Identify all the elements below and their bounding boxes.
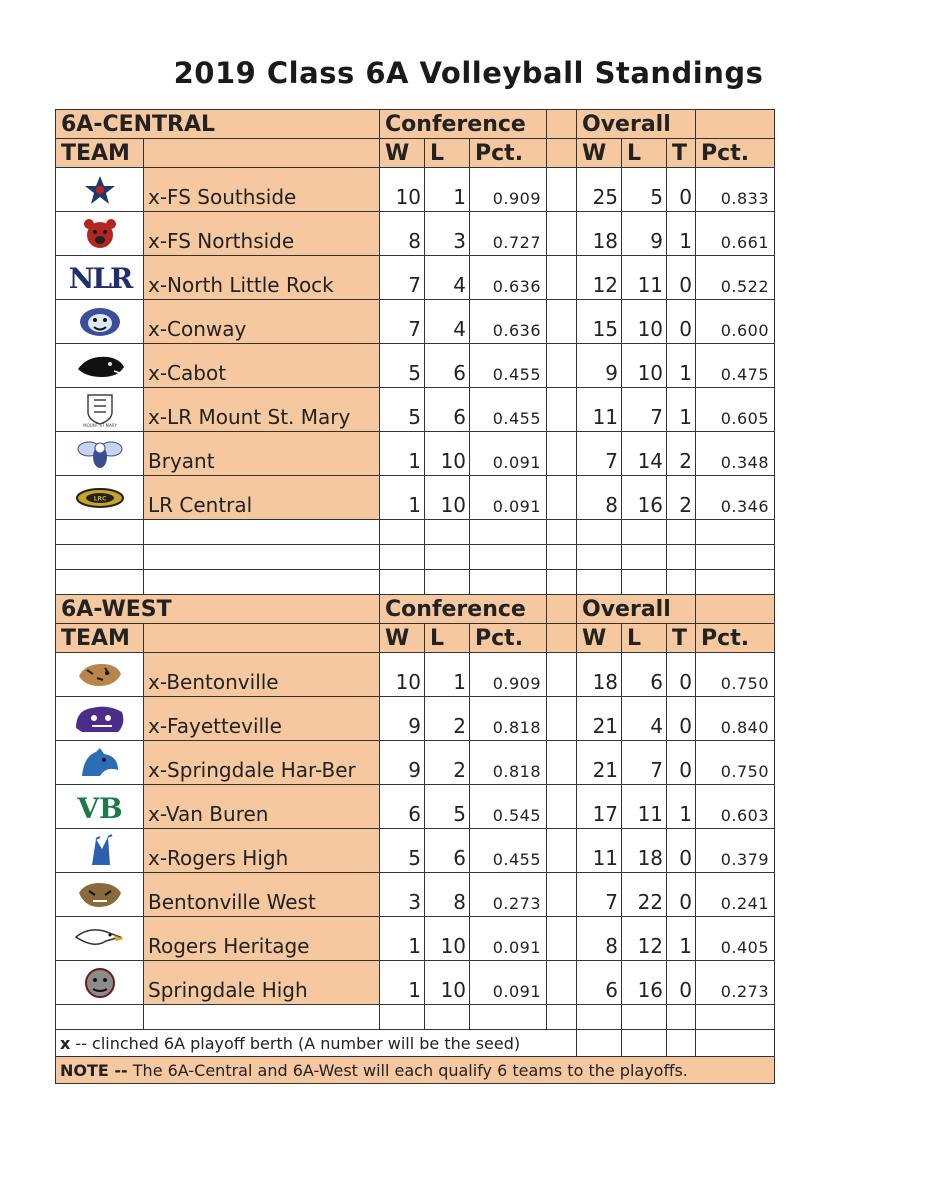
conf-losses: 10: [425, 476, 470, 520]
overall-ties: 2: [667, 476, 696, 520]
eagle-icon: [56, 917, 144, 961]
overall-l-header: L: [622, 139, 667, 168]
conf-wins: 8: [380, 212, 425, 256]
overall-ties: 0: [667, 653, 696, 697]
overall-wins: 25: [577, 168, 622, 212]
conf-wins: 1: [380, 917, 425, 961]
empty-cell: [622, 1030, 667, 1057]
oval-logo-icon: [56, 476, 144, 520]
team-name: x-Springdale Har-Ber: [144, 741, 380, 785]
conf-pct: 0.636: [470, 256, 547, 300]
conf-w-header: W: [380, 139, 425, 168]
overall-ties: 1: [667, 212, 696, 256]
empty-cell: [577, 1005, 622, 1030]
conf-pct: 0.545: [470, 785, 547, 829]
conference-header: Conference: [380, 110, 547, 139]
overall-pct: 0.605: [696, 388, 775, 432]
team-name: x-North Little Rock: [144, 256, 380, 300]
team-name: Rogers Heritage: [144, 917, 380, 961]
overall-losses: 22: [622, 873, 667, 917]
overall-ties: 0: [667, 741, 696, 785]
team-name: Bryant: [144, 432, 380, 476]
conf-losses: 10: [425, 917, 470, 961]
spacer-cell: [547, 168, 577, 212]
empty-cell: [56, 1005, 144, 1030]
overall-losses: 16: [622, 476, 667, 520]
team-header: TEAM: [56, 624, 144, 653]
overall-header: Overall: [577, 595, 696, 624]
clinched-legend: [56, 1030, 577, 1057]
empty-cell: [696, 1005, 775, 1030]
overall-ties: 0: [667, 697, 696, 741]
clinched-text: -- clinched 6A playoff berth (A number will be the seed): [70, 1033, 521, 1053]
conf-w-header: W: [380, 624, 425, 653]
overall-wins: 9: [577, 344, 622, 388]
conf-pct-header: Pct.: [470, 624, 547, 653]
conf-losses: 1: [425, 168, 470, 212]
overall-ties: 2: [667, 432, 696, 476]
team-name: x-Cabot: [144, 344, 380, 388]
empty-cell: [470, 1005, 547, 1030]
overall-losses: 11: [622, 785, 667, 829]
conf-pct: 0.091: [470, 961, 547, 1005]
overall-wins: 21: [577, 697, 622, 741]
conf-losses: 6: [425, 388, 470, 432]
conf-wins: 9: [380, 697, 425, 741]
empty-cell: [425, 570, 470, 595]
overall-losses: 4: [622, 697, 667, 741]
empty-cell: [470, 520, 547, 545]
conf-wins: 5: [380, 388, 425, 432]
conf-losses: 1: [425, 653, 470, 697]
overall-ties: 1: [667, 388, 696, 432]
overall-ties: 0: [667, 168, 696, 212]
conf-pct: 0.273: [470, 873, 547, 917]
empty-cell: [144, 520, 380, 545]
conf-wins: 10: [380, 653, 425, 697]
team-row: [56, 476, 775, 520]
team-row: [56, 785, 775, 829]
empty-cell: [144, 1005, 380, 1030]
overall-losses: 7: [622, 741, 667, 785]
empty-cell: [667, 1005, 696, 1030]
team-row: [56, 300, 775, 344]
team-name: Springdale High: [144, 961, 380, 1005]
overall-l-header: L: [622, 624, 667, 653]
team-name: x-FS Southside: [144, 168, 380, 212]
overall-losses: 7: [622, 388, 667, 432]
playoff-note: [56, 1057, 775, 1084]
team-row: [56, 829, 775, 873]
empty-cell: [696, 1030, 775, 1057]
overall-losses: 10: [622, 344, 667, 388]
overall-pct-header: Pct.: [696, 624, 775, 653]
overall-losses: 14: [622, 432, 667, 476]
overall-wins: 17: [577, 785, 622, 829]
team-row: [56, 873, 775, 917]
conf-pct: 0.636: [470, 300, 547, 344]
team-row: [56, 917, 775, 961]
empty-cell: [622, 545, 667, 570]
spacer-cell: [547, 917, 577, 961]
conf-wins: 5: [380, 829, 425, 873]
standings-body: [56, 110, 775, 1084]
spacer-cell: [547, 829, 577, 873]
overall-pct: 0.405: [696, 917, 775, 961]
empty-cell: [577, 1030, 622, 1057]
star-mascot-icon: [56, 168, 144, 212]
empty-cell: [425, 520, 470, 545]
empty-cell: [425, 1005, 470, 1030]
empty-row: [56, 545, 775, 570]
header-blank: [696, 595, 775, 624]
overall-wins: 6: [577, 961, 622, 1005]
spacer-cell: [547, 139, 577, 168]
overall-pct: 0.840: [696, 697, 775, 741]
overall-pct: 0.750: [696, 741, 775, 785]
overall-pct: 0.241: [696, 873, 775, 917]
overall-losses: 16: [622, 961, 667, 1005]
team-name: LR Central: [144, 476, 380, 520]
empty-cell: [380, 520, 425, 545]
mountie-icon: [56, 829, 144, 873]
overall-pct: 0.475: [696, 344, 775, 388]
spacer-cell: [547, 873, 577, 917]
team-name: x-Conway: [144, 300, 380, 344]
overall-ties: 0: [667, 256, 696, 300]
spacer-cell: [547, 697, 577, 741]
overall-pct: 0.661: [696, 212, 775, 256]
empty-cell: [144, 545, 380, 570]
overall-pct: 0.603: [696, 785, 775, 829]
team-row: [56, 741, 775, 785]
team-name: x-LR Mount St. Mary: [144, 388, 380, 432]
conf-losses: 10: [425, 961, 470, 1005]
division-header-row: [56, 595, 775, 624]
conf-pct: 0.727: [470, 212, 547, 256]
spacer-cell: [547, 110, 577, 139]
panther-icon: [56, 344, 144, 388]
division-header-row: [56, 110, 775, 139]
overall-wins: 21: [577, 741, 622, 785]
overall-wins: 7: [577, 873, 622, 917]
overall-wins: 18: [577, 212, 622, 256]
spacer-cell: [547, 300, 577, 344]
team-name: x-Van Buren: [144, 785, 380, 829]
overall-w-header: W: [577, 139, 622, 168]
overall-ties: 1: [667, 917, 696, 961]
header-blank: [696, 110, 775, 139]
spacer-cell: [547, 344, 577, 388]
overall-t-header: T: [667, 139, 696, 168]
empty-cell: [470, 545, 547, 570]
overall-losses: 5: [622, 168, 667, 212]
overall-losses: 6: [622, 653, 667, 697]
conf-losses: 3: [425, 212, 470, 256]
empty-cell: [547, 520, 577, 545]
conf-pct: 0.455: [470, 388, 547, 432]
bulldog-icon: [56, 697, 144, 741]
spacer-cell: [547, 388, 577, 432]
team-name: Bentonville West: [144, 873, 380, 917]
page-title: 2019 Class 6A Volleyball Standings: [173, 56, 764, 90]
team-row: [56, 961, 775, 1005]
team-row: [56, 697, 775, 741]
overall-wins: 11: [577, 829, 622, 873]
overall-wins: 11: [577, 388, 622, 432]
note-key: NOTE --: [60, 1060, 128, 1080]
overall-losses: 18: [622, 829, 667, 873]
legend-row: [56, 1030, 775, 1057]
header-blank: [144, 624, 380, 653]
nlr-logo-icon: [56, 256, 144, 300]
team-row: [56, 344, 775, 388]
division-name: 6A-CENTRAL: [56, 110, 380, 139]
overall-w-header: W: [577, 624, 622, 653]
empty-cell: [622, 570, 667, 595]
overall-pct: 0.379: [696, 829, 775, 873]
overall-losses: 12: [622, 917, 667, 961]
overall-ties: 0: [667, 873, 696, 917]
conf-wins: 9: [380, 741, 425, 785]
empty-cell: [56, 570, 144, 595]
empty-row: [56, 1005, 775, 1030]
team-row: [56, 168, 775, 212]
team-row: [56, 388, 775, 432]
empty-cell: [547, 570, 577, 595]
note-row: [56, 1057, 775, 1084]
team-name: x-Fayetteville: [144, 697, 380, 741]
team-row: [56, 212, 775, 256]
conf-losses: 2: [425, 697, 470, 741]
empty-cell: [667, 1030, 696, 1057]
empty-cell: [667, 545, 696, 570]
overall-pct: 0.833: [696, 168, 775, 212]
conf-pct: 0.455: [470, 829, 547, 873]
overall-pct: 0.273: [696, 961, 775, 1005]
conf-losses: 6: [425, 344, 470, 388]
conf-losses: 5: [425, 785, 470, 829]
conf-wins: 3: [380, 873, 425, 917]
conf-wins: 7: [380, 300, 425, 344]
conf-l-header: L: [425, 624, 470, 653]
overall-losses: 10: [622, 300, 667, 344]
overall-pct: 0.346: [696, 476, 775, 520]
empty-cell: [696, 520, 775, 545]
conf-losses: 6: [425, 829, 470, 873]
overall-ties: 0: [667, 300, 696, 344]
overall-ties: 1: [667, 785, 696, 829]
conf-pct-header: Pct.: [470, 139, 547, 168]
team-row: [56, 256, 775, 300]
wolverine-icon: [56, 873, 144, 917]
empty-cell: [667, 570, 696, 595]
conf-wins: 1: [380, 476, 425, 520]
conf-wins: 6: [380, 785, 425, 829]
bulldog-head-icon: [56, 961, 144, 1005]
overall-pct: 0.600: [696, 300, 775, 344]
note-text: The 6A-Central and 6A-West will each qualify 6 teams to the playoffs.: [127, 1060, 688, 1080]
spacer-cell: [547, 653, 577, 697]
conf-wins: 7: [380, 256, 425, 300]
vb-logo-icon: [56, 785, 144, 829]
overall-pct: 0.750: [696, 653, 775, 697]
overall-wins: 7: [577, 432, 622, 476]
conf-pct: 0.091: [470, 917, 547, 961]
empty-cell: [667, 520, 696, 545]
empty-row: [56, 570, 775, 595]
overall-losses: 9: [622, 212, 667, 256]
conf-losses: 4: [425, 300, 470, 344]
empty-cell: [56, 545, 144, 570]
spacer-cell: [547, 624, 577, 653]
team-header: TEAM: [56, 139, 144, 168]
header-blank: [144, 139, 380, 168]
overall-wins: 8: [577, 917, 622, 961]
conf-pct: 0.909: [470, 168, 547, 212]
overall-losses: 11: [622, 256, 667, 300]
team-name: x-FS Northside: [144, 212, 380, 256]
team-row: [56, 653, 775, 697]
empty-row: [56, 520, 775, 545]
conf-pct: 0.818: [470, 697, 547, 741]
conf-pct: 0.818: [470, 741, 547, 785]
overall-wins: 8: [577, 476, 622, 520]
empty-cell: [696, 570, 775, 595]
wampus-cat-icon: [56, 300, 144, 344]
column-header-row: [56, 624, 775, 653]
overall-ties: 0: [667, 961, 696, 1005]
empty-cell: [547, 545, 577, 570]
empty-cell: [380, 545, 425, 570]
standings-table: [55, 109, 775, 1084]
spacer-cell: [547, 476, 577, 520]
conf-pct: 0.455: [470, 344, 547, 388]
overall-ties: 1: [667, 344, 696, 388]
empty-cell: [696, 545, 775, 570]
overall-wins: 15: [577, 300, 622, 344]
team-name: x-Bentonville: [144, 653, 380, 697]
empty-cell: [380, 1005, 425, 1030]
conf-pct: 0.909: [470, 653, 547, 697]
hornet-icon: [56, 432, 144, 476]
conf-wins: 10: [380, 168, 425, 212]
empty-cell: [470, 570, 547, 595]
overall-t-header: T: [667, 624, 696, 653]
empty-cell: [425, 545, 470, 570]
empty-cell: [547, 1005, 577, 1030]
overall-ties: 0: [667, 829, 696, 873]
team-name: x-Rogers High: [144, 829, 380, 873]
conference-header: Conference: [380, 595, 547, 624]
empty-cell: [144, 570, 380, 595]
empty-cell: [56, 520, 144, 545]
overall-header: Overall: [577, 110, 696, 139]
empty-cell: [577, 545, 622, 570]
overall-pct-header: Pct.: [696, 139, 775, 168]
crest-icon: [56, 388, 144, 432]
conf-losses: 10: [425, 432, 470, 476]
empty-cell: [577, 520, 622, 545]
conf-wins: 1: [380, 961, 425, 1005]
svg-text:NLR: NLR: [68, 261, 131, 295]
svg-text:MOUNT ST MARY: MOUNT ST MARY: [82, 422, 117, 428]
empty-cell: [380, 570, 425, 595]
conf-l-header: L: [425, 139, 470, 168]
spacer-cell: [547, 212, 577, 256]
conf-wins: 1: [380, 432, 425, 476]
spacer-cell: [547, 432, 577, 476]
conf-losses: 8: [425, 873, 470, 917]
empty-cell: [622, 520, 667, 545]
wildcat-icon: [56, 741, 144, 785]
empty-cell: [577, 570, 622, 595]
overall-pct: 0.348: [696, 432, 775, 476]
column-header-row: [56, 139, 775, 168]
conf-pct: 0.091: [470, 476, 547, 520]
tiger-icon: [56, 653, 144, 697]
spacer-cell: [547, 785, 577, 829]
conf-wins: 5: [380, 344, 425, 388]
division-name: 6A-WEST: [56, 595, 380, 624]
svg-text:VB: VB: [76, 791, 123, 825]
team-row: [56, 432, 775, 476]
overall-wins: 12: [577, 256, 622, 300]
svg-text:LRC: LRC: [93, 495, 106, 502]
conf-losses: 2: [425, 741, 470, 785]
empty-cell: [622, 1005, 667, 1030]
overall-pct: 0.522: [696, 256, 775, 300]
spacer-cell: [547, 256, 577, 300]
spacer-cell: [547, 595, 577, 624]
conf-losses: 4: [425, 256, 470, 300]
bear-mascot-icon: [56, 212, 144, 256]
overall-wins: 18: [577, 653, 622, 697]
spacer-cell: [547, 741, 577, 785]
clinched-key: x: [60, 1033, 71, 1053]
conf-pct: 0.091: [470, 432, 547, 476]
spacer-cell: [547, 961, 577, 1005]
